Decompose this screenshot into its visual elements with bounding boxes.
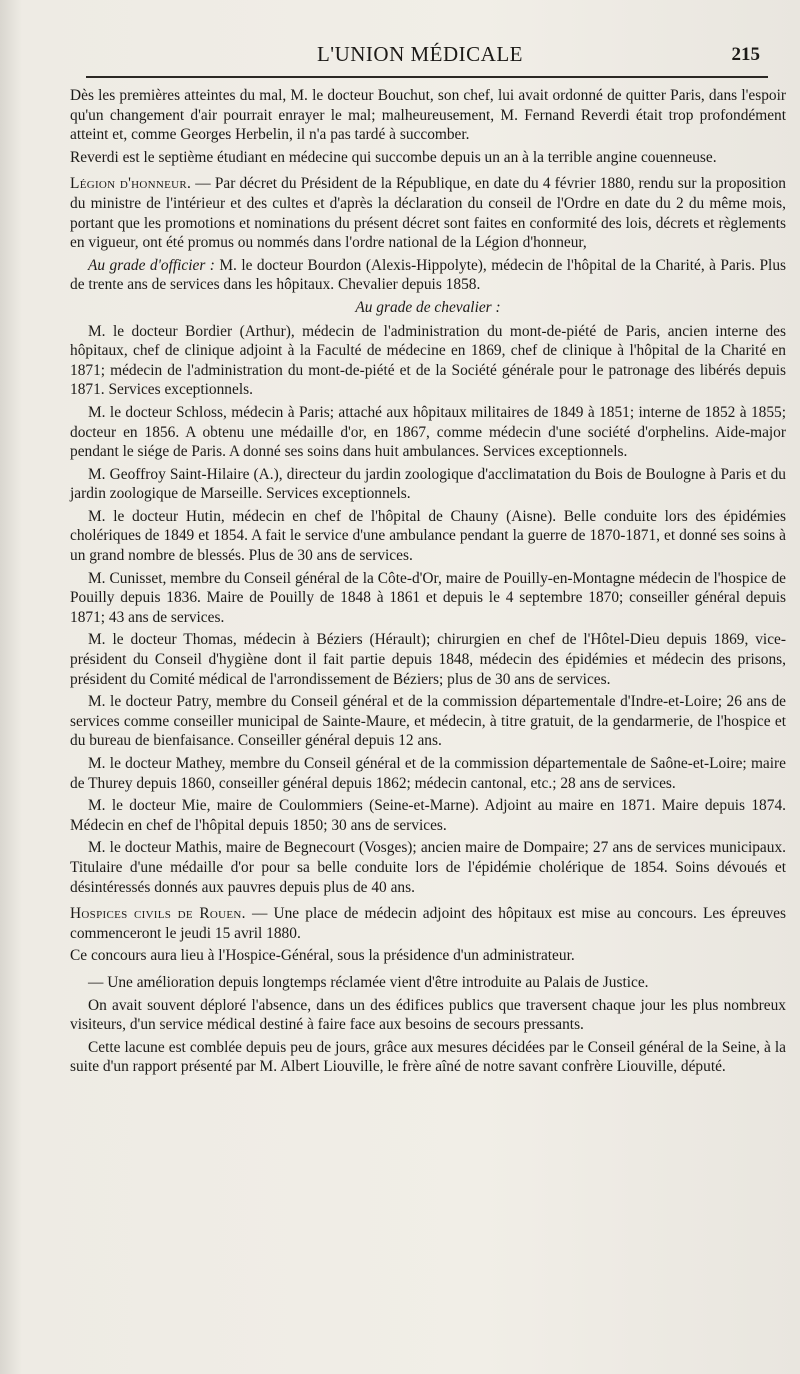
paragraph-reverdi-illness: Dès les premières atteintes du mal, M. le docteur Bouchut, son chef, lui avait ordonné de quitter Paris, dans l'espoir qu'un changement d'air pourrait enrayer le mal; malheureusement, M. Fernand Reverdi était trop profondément atteint et, comme Georges Herbelin, il n'a pas tardé à succomber. [70,87,786,144]
paragraph-concours-lieu: Ce concours aura lieu à l'Hospice-Général, sous la présidence d'un administrateur. [70,947,575,965]
legion-honneur-text: — Par décret du Président de la République, en date du 4 février 1880, rendu sur la proposition du ministre de l'intérieur et des cultes et d'après la déclaration du conseil de l'Ordre en date du 2 du même mois, portant que les promotions et nominations du présent décret sont faites en conformité des lois, décrets et règlements en vigueur, ont été promus ou nommés dans l'ordre national de la Légion d'honneur, [70,175,786,252]
paragraph-officier [70,256,786,295]
page-header [70,38,770,78]
paragraph-mie: M. le docteur Mie, maire de Coulommiers (Seine-et-Marne). Adjoint au maire en 1871. Maire depuis 1874. Médecin en chef de l'hôpital depuis 1850; 30 ans de services. [70,797,786,834]
grade-chevalier-heading: Au grade de chevalier : [355,298,501,316]
paragraph-palais-justice: — Une amélioration depuis longtemps réclamée vient d'être introduite au Palais de Justice. [88,973,649,991]
page-number: 215 [731,44,760,65]
paragraph-mathey: M. le docteur Mathey, membre du Conseil général et de la commission départementale de Saône-et-Loire; maire de Thurey depuis 1860, conseiller général depuis 1862; médecin cantonal, etc.; 28 ans de services. [70,755,786,792]
paragraph-service-medical: On avait souvent déploré l'absence, dans un des édifices publics que traversent chaque jour les plus nombreux visiteurs, d'un service médical destiné à faire face aux besoins de secours pressants. [70,996,786,1034]
paragraph-patry: M. le docteur Patry, membre du Conseil général et de la commission départementale d'Indre-et-Loire; 26 ans de services comme conseiller municipal de Sainte-Maure, et médecin, à titre gratuit, de la gendarmerie, de l'hospice et du bureau de bienfaisance. Conseiller général depuis 12 ans. [70,693,786,750]
paragraph-bordier: M. le docteur Bordier (Arthur), médecin de l'administration du mont-de-piété de Paris, ancien interne des hôpitaux, chef de clinique adjoint à la Faculté de médecine en 1869, chef de clinique à l'hôpital de la Charité en 1871; médecin de l'administration du mont-de-piété et de la Société générale pour le patronage des libérés depuis 1871. Services exceptionnels. [70,322,786,399]
section-title-legion-honneur: Légion d'honneur. [70,175,192,193]
paragraph-hospices-rouen [70,904,786,943]
paragraph-geoffroy: M. Geoffroy Saint-Hilaire (A.), directeur du jardin zoologique d'acclimatation du Bois de Boulogne à Paris et du jardin zoologique de Marseille. Services exceptionnels. [70,465,786,503]
running-title: L'UNION MÉDICALE [316,42,523,66]
paragraph-schloss: M. le docteur Schloss, médecin à Paris; attaché aux hôpitaux militaires de 1849 à 1851; interne de 1852 à 1855; docteur en 1856. A obtenu une médaille d'or, en 1867, comme médecin d'une société d'orphelins. Aide-major pendant le siége de Paris. A donné ses soins dans huit ambulances. Services exceptionnels. [70,403,786,461]
section-title-hospices-rouen: Hospices civils de Rouen. [70,905,246,923]
paragraph-legion-honneur [70,174,786,252]
paragraph-hutin: M. le docteur Hutin, médecin en chef de l'hôpital de Chauny (Aisne). Belle conduite lors des épidémies cholériques de 1849 et 1854. A fait le service d'une ambulance pendant la guerre de 1870-1871, et donné ses soins à un grand nombre de blessés. Plus de 30 ans de services. [70,507,786,565]
paragraph-mathis: M. le docteur Mathis, maire de Begnecourt (Vosges); ancien maire de Dompaire; 27 ans de services municipaux. Titulaire d'une médaille d'or pour sa belle conduite lors de l'épidémie cholérique de 1854. Soins dévoués et désintéressés donnés aux pauvres depuis plus de 40 ans. [70,839,786,896]
paragraph-thomas: M. le docteur Thomas, médecin à Béziers (Hérault); chirurgien en chef de l'Hôtel-Dieu depuis 1869, vice-président du Conseil d'hygiène dont il fait partie depuis 1848, médecin des épidémies et médecin des prisons, président du Comité médical de l'arrondissement de Béziers; plus de 30 ans de services. [70,631,786,688]
paragraph-cunisset: M. Cunisset, membre du Conseil général de la Côte-d'Or, maire de Pouilly-en-Montagne médecin de l'hospice de Pouilly depuis 1836. Maire de Pouilly de 1848 à 1861 et depuis le 4 septembre 1870; conseiller général depuis 1871; 43 ans de services. [70,569,786,626]
hospices-rouen-text: — Une place de médecin adjoint des hôpitaux est mise au concours. Les épreuves commenceront le jeudi 15 avril 1880. [70,905,786,942]
body-text [70,86,786,1080]
grade-officier-label: Au grade d'officier : [88,256,215,274]
officier-text: M. le docteur Bourdon (Alexis-Hippolyte), médecin de l'hôpital de la Charité, à Paris. Plus de trente ans de services dans les hôpitaux. Chevalier depuis 1858. [70,256,787,294]
paragraph-lacune-comblee: Cette lacune est comblée depuis peu de jours, grâce aux mesures décidées par le Conseil général de la Seine, à la suite d'un rapport présenté par M. Albert Liouville, le frère aîné de notre savant confrère Liouville, député. [70,1038,786,1076]
header-rule [86,76,768,78]
paragraph-reverdi-death: Reverdi est le septième étudiant en médecine qui succombe depuis un an à la terrible angine couenneuse. [70,148,717,166]
